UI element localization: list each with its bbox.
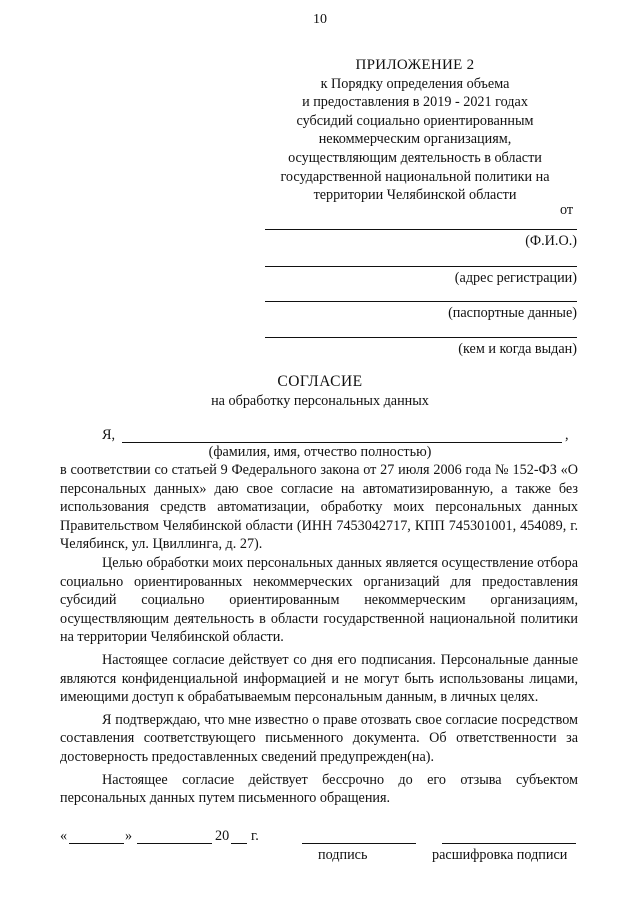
- signature-decode-blank-line[interactable]: [442, 843, 576, 844]
- appendix-header: [250, 56, 580, 205]
- consent-title: СОГЛАСИЕ: [277, 373, 363, 390]
- full-name-caption: (фамилия, имя, отчество полностью): [208, 444, 432, 460]
- paragraph-validity: Настоящее согласие действует со дня его подписания. Персональные данные являются конфиденциальной информацией и не могут быть использованы лицами, имеющими доступ к обрабатываемым персональным данным, в личных целях.: [60, 651, 578, 706]
- appendix-line: и предоставления в 2019 - 2021 годах: [302, 94, 528, 111]
- signature-label: подпись: [318, 847, 368, 863]
- fio-caption: (Ф.И.О.): [525, 233, 577, 249]
- comma: ,: [565, 427, 569, 443]
- address-caption: (адрес регистрации): [454, 270, 577, 286]
- from-label: от: [560, 202, 574, 218]
- paragraph-indefinite: Настоящее согласие действует бессрочно до его отзыва субъектом персональных данных путем письменного обращения.: [60, 771, 578, 807]
- date-month-blank[interactable]: [137, 843, 212, 844]
- appendix-line: территории Челябинской области: [313, 187, 517, 204]
- date-year-blank[interactable]: [231, 843, 247, 844]
- date-open-quote: «: [60, 828, 68, 844]
- date-close-quote: »: [125, 828, 133, 844]
- paragraph-purpose: Целью обработки моих персональных данных является осуществление отбора социально ориентированных некоммерческих организаций для предоставления субсидий социально ориентированным некоммерческим организациям, осуществляющим деятельность в области государственной национальной политики на территории Челябинской области.: [60, 554, 578, 646]
- signature-blank-line[interactable]: [302, 843, 416, 844]
- passport-caption: (паспортные данные): [448, 305, 577, 321]
- appendix-line: некоммерческим организациям,: [318, 131, 512, 148]
- date-day-blank[interactable]: [69, 843, 124, 844]
- consent-subtitle: на обработку персональных данных: [211, 393, 429, 409]
- appendix-line: государственной национальной политики на: [280, 168, 550, 185]
- signature-decode-label: расшифровка подписи: [432, 847, 568, 863]
- i-label: Я,: [102, 427, 116, 443]
- paragraph-confirmation: Я подтверждаю, что мне известно о праве отозвать свое согласие посредством составления соответствующего письменного документа. Об ответственности за достоверность предоставленных сведений предупрежден(на).: [60, 711, 578, 765]
- issued-blank-line[interactable]: [265, 337, 577, 338]
- appendix-line: к Порядку определения объема: [320, 75, 510, 92]
- page-number: 10: [313, 12, 327, 27]
- address-blank-line[interactable]: [265, 266, 577, 267]
- full-name-blank-line[interactable]: [122, 442, 562, 443]
- consent-body: [60, 461, 578, 808]
- paragraph-law: в соответствии со статьей 9 Федерального закона от 27 июля 2006 года № 152-ФЗ «О персональных данных» даю свое согласие на автоматизированную, а также без использования средств автоматизации, обработку моих персональных данных Правительством Челябинской области (ИНН 7453042717, КПП 745301001, 454089, г. Челябинск, ул. Цвиллинга, д. 27).: [60, 462, 578, 553]
- appendix-line: субсидий социально ориентированным: [296, 112, 534, 129]
- year-suffix: г.: [251, 828, 259, 844]
- fio-blank-line[interactable]: [265, 229, 577, 230]
- appendix-title: ПРИЛОЖЕНИЕ 2: [355, 57, 475, 73]
- passport-blank-line[interactable]: [265, 301, 577, 302]
- year-prefix: 20: [215, 828, 230, 844]
- appendix-line: осуществляющим деятельность в области: [288, 149, 542, 166]
- issued-caption: (кем и когда выдан): [458, 341, 577, 357]
